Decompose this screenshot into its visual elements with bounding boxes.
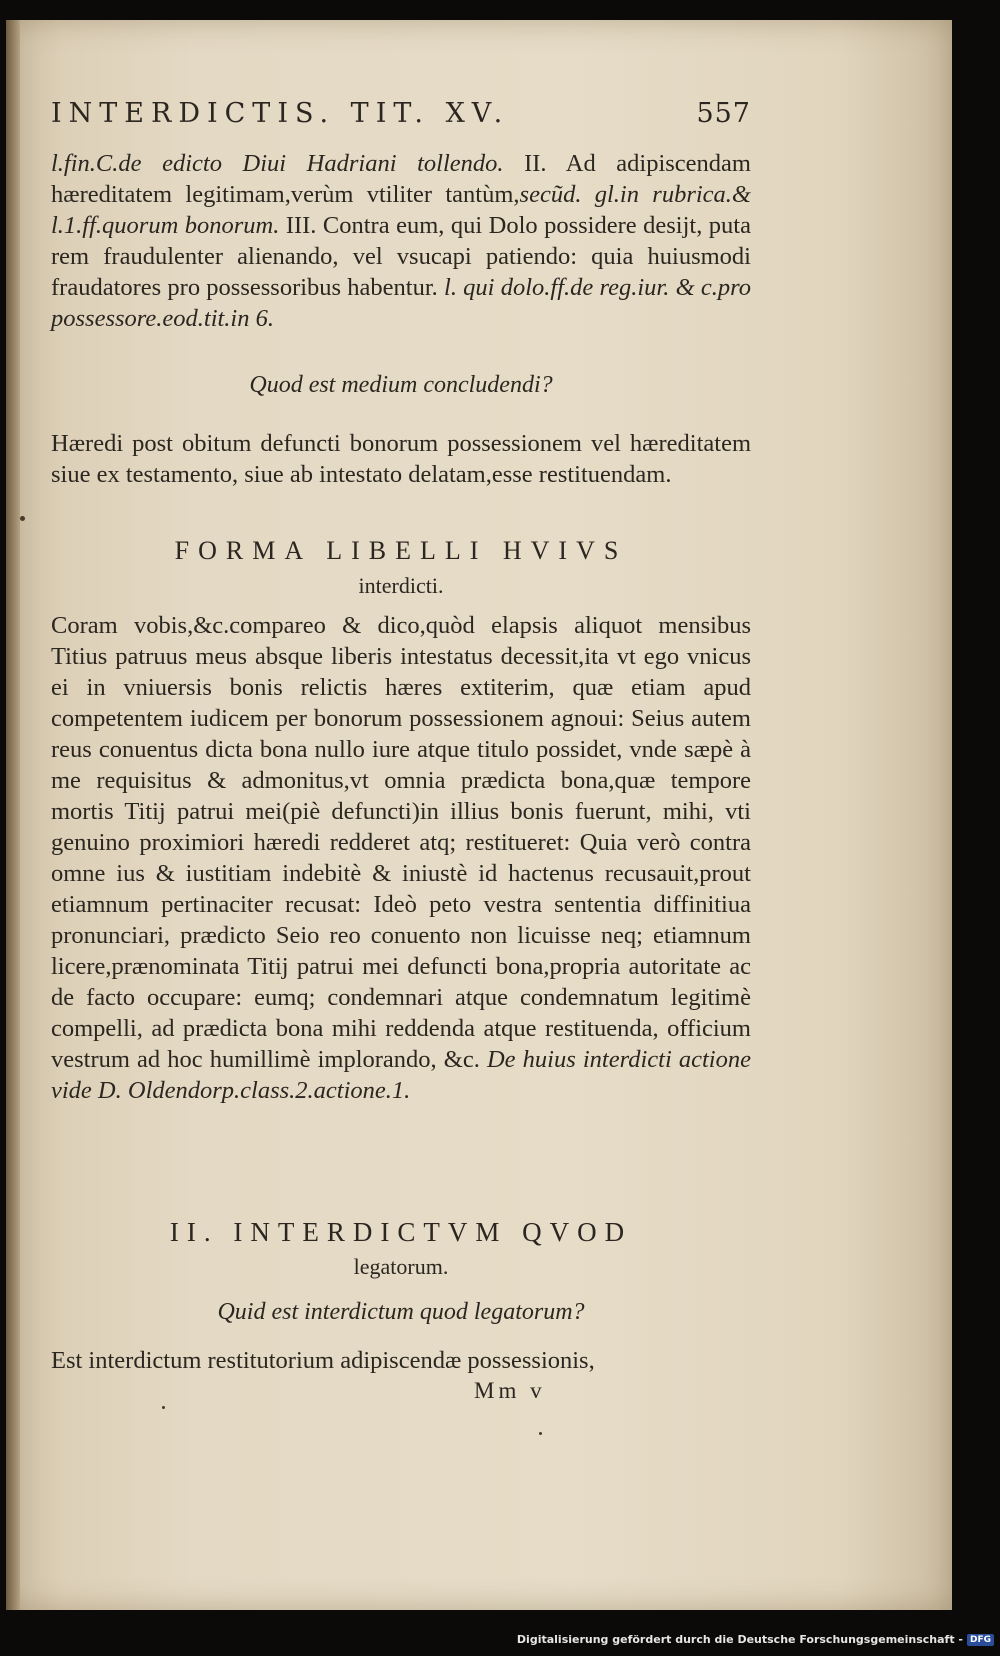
section-heading-1: FORMA LIBELLI HVIVS <box>174 536 628 565</box>
paragraph-3 <box>51 610 751 1106</box>
question-1: Quod est medium concludendi? <box>249 372 553 398</box>
question-2: Quid est interdictum quod legatorum? <box>217 1299 585 1325</box>
footer-credit: Digitalisierung gefördert durch die Deutsche Forschungsgemeinschaft - <box>516 1633 963 1646</box>
signature-mark: Mm v <box>474 1378 546 1403</box>
paragraph-2: Hæredi post obitum defuncti bonorum possessionem vel hæreditatem siue ex testamento, siue ab intestato delatam,esse restituendam. <box>51 430 751 488</box>
citation-3: l. qui dolo.ff.de reg.iur. & c.pro possessore.eod.tit.in 6. <box>51 274 751 332</box>
running-header <box>51 98 751 129</box>
section-heading-1-sub: interdicti. <box>358 573 444 598</box>
page-number: 557 <box>696 98 751 129</box>
paragraph-4: Est interdictum restitutorium adipiscendæ possessionis, <box>51 1347 595 1374</box>
ink-speck <box>20 516 25 521</box>
ink-speck <box>162 1406 165 1409</box>
citation-4: De huius interdicti actione vide D. Oldendorp.class.2.actione.1. <box>51 1046 751 1104</box>
book-spine <box>6 20 20 1610</box>
paragraph-1 <box>51 148 751 334</box>
paragraph-3-text: Coram vobis,&c.compareo & dico,quòd elapsis aliquot mensibus Titius patruus meus absque liberis intestatus decessit,ita vt ego vnicus ei in vniuersis bonis relictis hæres extiterim, quæ etiam apud competentem iudicem per bonorum possessionem agnoui: Seius autem reus conuentus dicta bona nullo iure atque titulo possidet, vnde sæpè à me requisitus & admonitus,vt omnia prædicta bona,quæ tempore mortis Titij patrui mei(piè defuncti)in illius bonis fuerunt, mihi, vti genuino proximiori hæredi redderet atq; restitueret: Quia verò contra omne ius & iustitiam indebitè & iniustè id hactenus recusauit,prout etiamnum pertinaciter recusat: Ideò peto vestra sententia diffinitiua pronunciari, prædicto Seio reo conuento non licuisse neq; etiamnum licere,prænominata Titij patrui mei defuncti bona,propria autoritate ac de facto occupare: eumq; condemnari atque condemnatum legitimè compelli, ad prædicta bona mihi reddenda atque restituenda, officium vestrum ad hoc humillimè implorando, &c. <box>51 612 751 1073</box>
running-title: INTERDICTIS. TIT. XV. <box>51 98 510 129</box>
dfg-logo-icon: DFG <box>967 1634 994 1646</box>
citation-2: secũd. gl.in rubrica.& l.1.ff.quorum bonorum. <box>51 181 751 239</box>
section-heading-2-sub: legatorum. <box>353 1254 449 1279</box>
digitization-footer <box>517 1633 994 1646</box>
paragraph-1-text-1: II. Ad adipiscendam hæreditatem legitimam,verùm vtiliter tantùm, <box>51 150 751 208</box>
section-heading-2: II. INTERDICTVM QVOD <box>169 1217 633 1247</box>
citation-1: l.fin.C.de edicto Diui Hadriani tollendo. <box>51 150 504 177</box>
book-page <box>6 20 952 1610</box>
paragraph-1-text-2: III. Contra eum, qui Dolo possidere desijt, puta rem fraudulenter alienando, vel vsucapi patiendo: quia huiusmodi fraudatores pro possessoribus habentur. <box>51 212 751 301</box>
ink-speck <box>539 1432 542 1435</box>
